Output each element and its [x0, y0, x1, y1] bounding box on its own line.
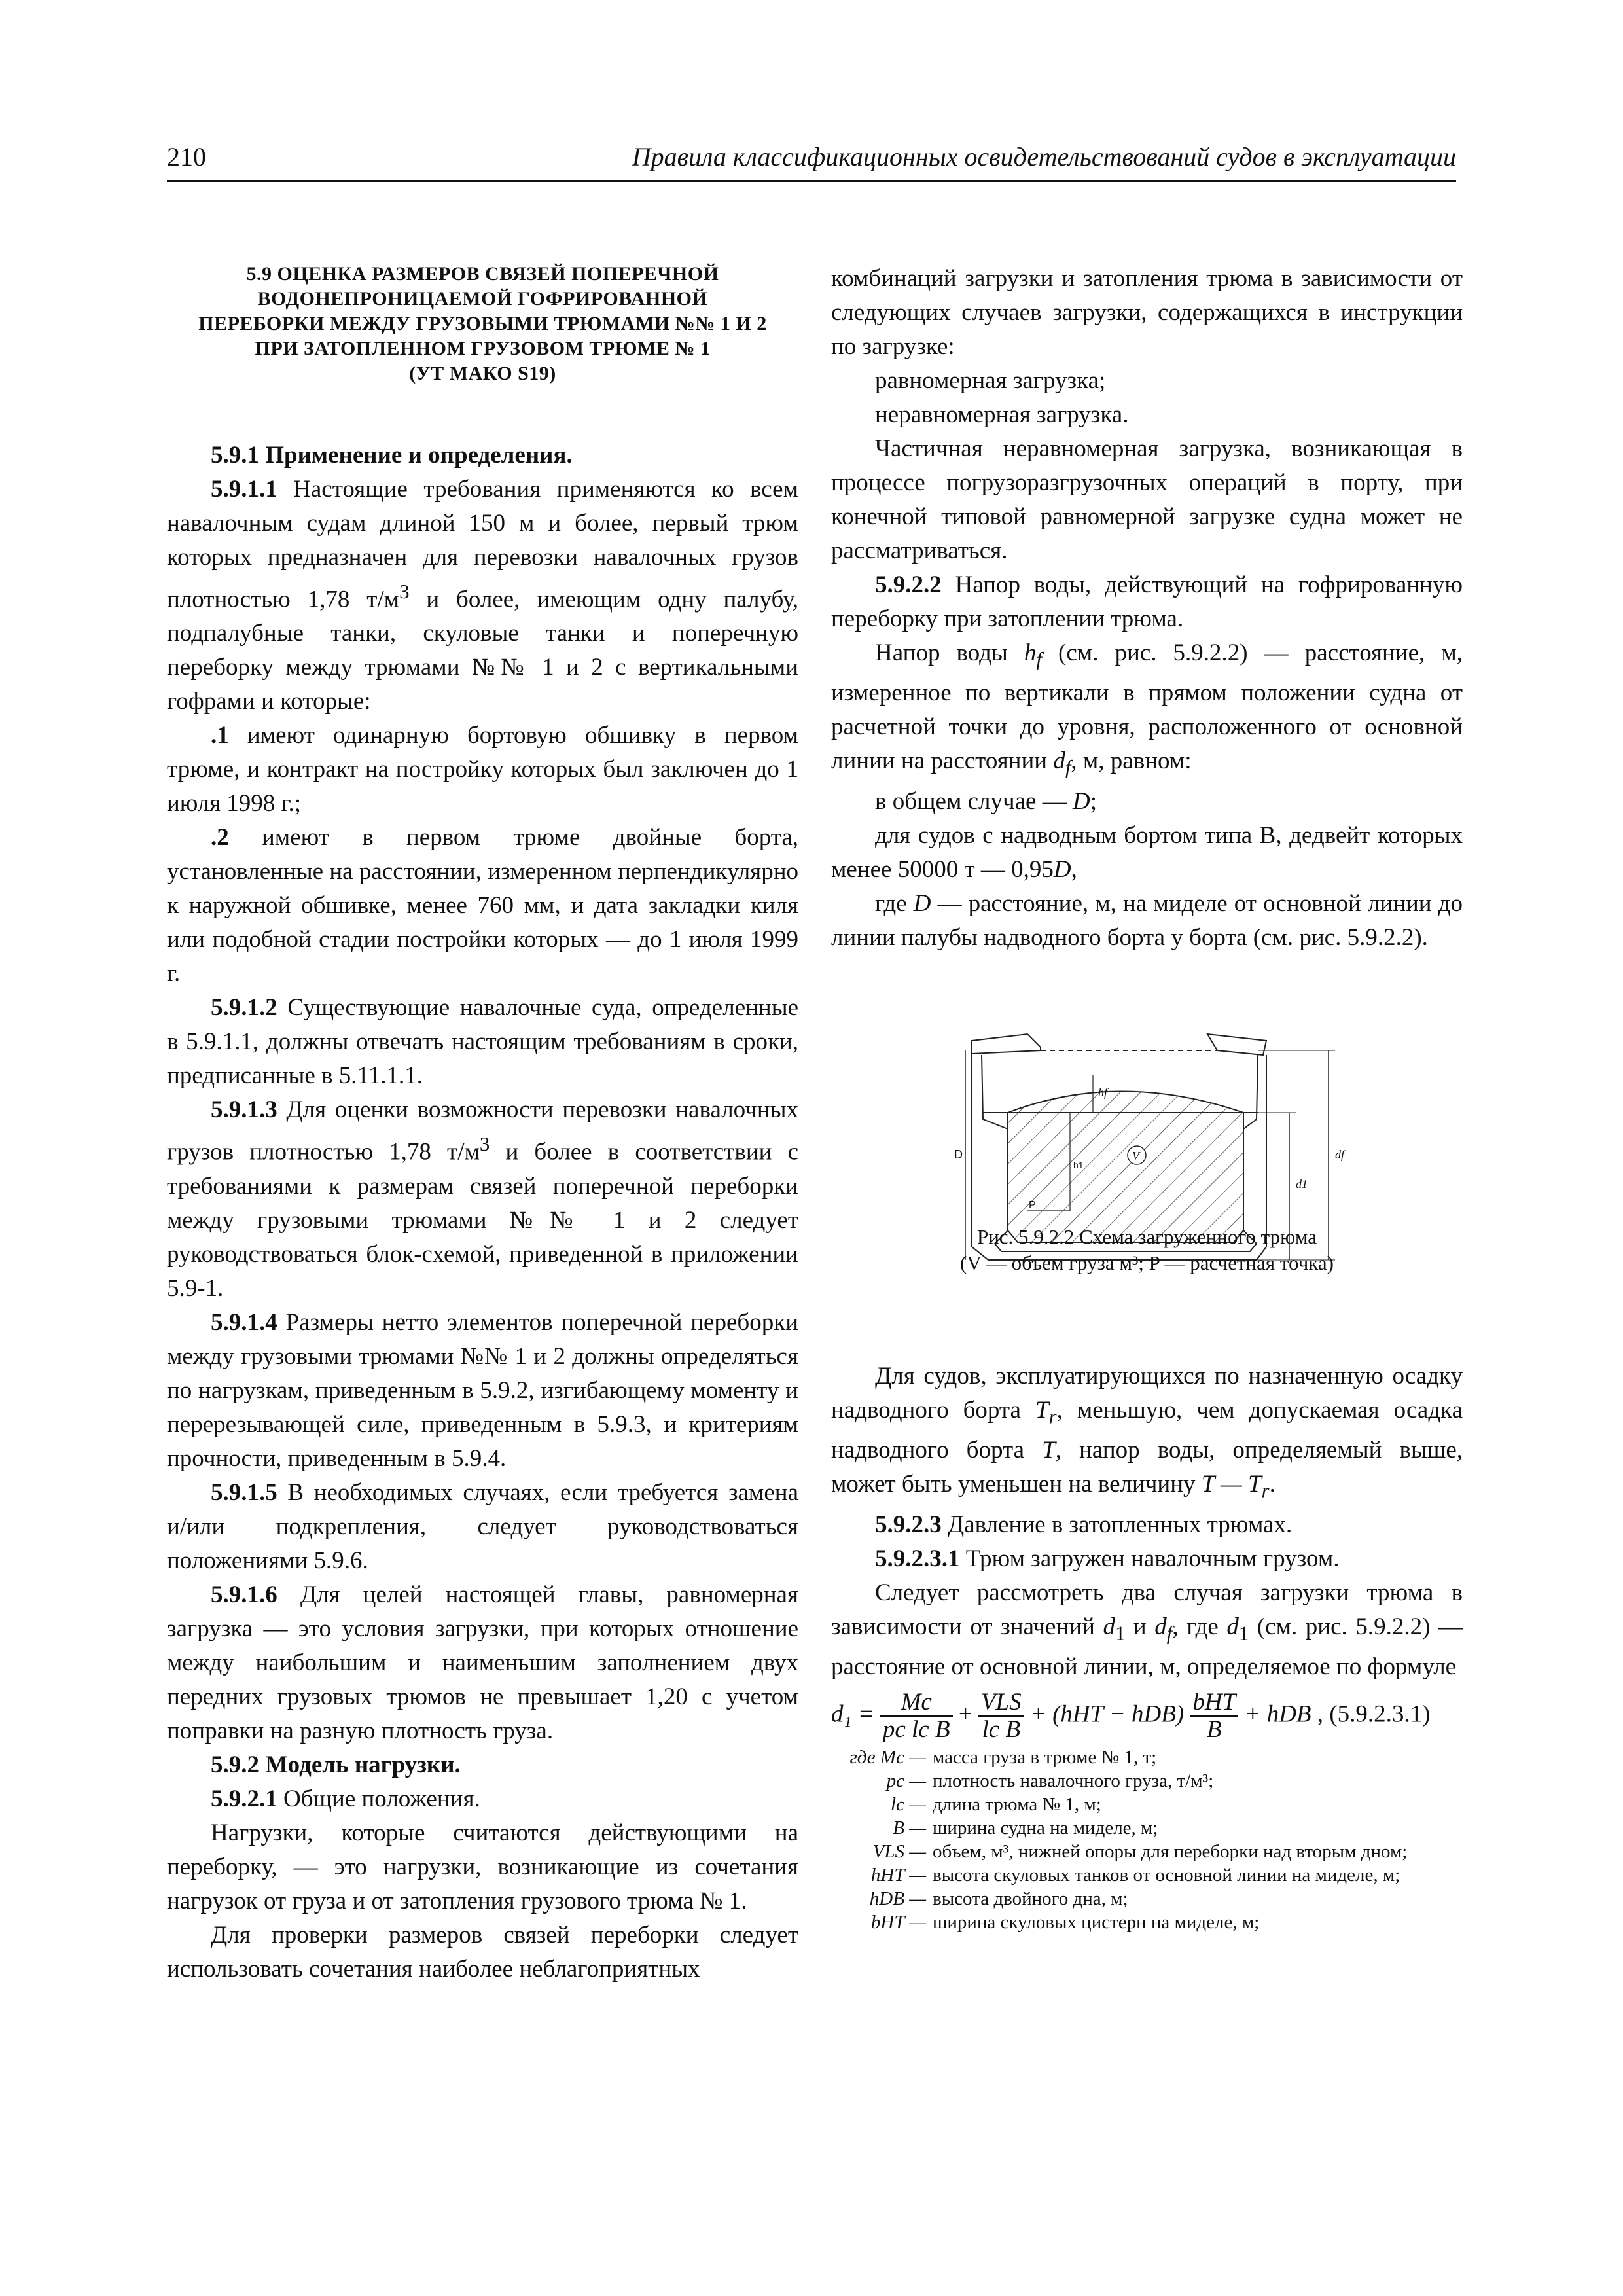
para-5-9-1-4: 5.9.1.4 Размеры нетто элементов поперечной переборки между грузовыми трюмами №№ 1 и 2 должны определяться по нагрузкам, приведенным в 5.9.2, изгибающему моменту и перерезывающей силе, приведенным в 5.9.3, и критериям прочности, приведенным в 5.9.4.	[167, 1308, 798, 1472]
para-partial: Частичная неравномерная загрузка, возникающая в процессе погрузоразгрузочных операций в порту, при конечной типовой равномерной загрузке судна может не рассматриваться.	[831, 435, 1463, 564]
para-5-9-2-3-1: 5.9.2.3.1 Трюм загружен навалочным грузом.	[875, 1545, 1340, 1572]
para-general-case: в общем случае — D;	[875, 787, 1097, 815]
list-uniform: равномерная загрузка;	[875, 367, 1106, 394]
para-water-head: Напор воды $h_f$ (см. рис. 5.9.2.2) — расстояние, м, измеренное по вертикали в прямом положении судна от расчетной точки до уровня, расположенного от основной линии на расстоянии $d_f$, м, равном:	[831, 639, 1463, 779]
para-5-9-1-2: 5.9.1.2 Существующие навалочные суда, определенные в 5.9.1.1, должны отвечать настоящим требованиям в сроки, предписанные в 5.11.1.1.	[167, 994, 798, 1090]
para-5-9-1-6: 5.9.1.6 Для целей настоящей главы, равномерная загрузка — это условия загрузки, при которых отношение между наибольшим и наименьшим заполнением двух передних грузовых трюмов не превышает 1,20 с учетом поправки на разную плотность груза.	[167, 1581, 798, 1744]
formula-lhs: d₁ =	[831, 1700, 874, 1728]
where-item: hDB — высота двойного дна, м;	[869, 1888, 1128, 1909]
label-V: V	[1132, 1149, 1139, 1162]
running-title: Правила классификационных освидетельствований судов в эксплуатации	[632, 142, 1456, 171]
where-item: где Mc — масса груза в трюме № 1, т;	[849, 1746, 1157, 1768]
para-item-1: .1 имеют одинарную бортовую обшивку в первом трюме, и контракт на постройку которых был заключен до 1 июля 1998 г.;	[167, 722, 798, 817]
label-hf: hf	[1098, 1086, 1108, 1099]
section-title	[180, 262, 785, 386]
para-reduced-draft: Для судов, эксплуатирующихся по назначенную осадку надводного борта $T_r$, меньшую, чем допускаемая осадка надводного борта T, напор воды, определяемый выше, может быть уменьшен на величину T — $T_r$.	[831, 1362, 1463, 1502]
para-5-9-2-2: 5.9.2.2 Напор воды, действующий на гофрированную переборку при затоплении трюма.	[831, 571, 1463, 632]
label-P: P	[1029, 1200, 1036, 1211]
list-nonuniform: неравномерная загрузка.	[875, 401, 1129, 428]
where-item: pc — плотность навалочного груза, т/м³;	[886, 1770, 1214, 1791]
left-column	[167, 262, 798, 1986]
label-d1: d1	[1296, 1177, 1308, 1191]
where-item: bHT — ширина скуловых цистерн на миделе, м;	[870, 1911, 1260, 1933]
label-h1: h1	[1073, 1160, 1084, 1170]
para-5-9-1-3: 5.9.1.3 Для оценки возможности перевозки навалочных грузов плотностью 1,78 $т/м^3$ и более в соответствии с требованиями к размерам связей поперечной переборки между грузовыми трюмами №№ 1 и 2 следует руководствоваться блок-схемой, приведенной в приложении 5.9-1.	[167, 1096, 798, 1302]
header-rule	[167, 180, 1456, 182]
section-title-line: ПРИ ЗАТОПЛЕННОМ ГРУЗОВОМ ТРЮМЕ № 1	[255, 338, 711, 359]
para-5-9-2-3: 5.9.2.3 Давление в затопленных трюмах.	[875, 1511, 1293, 1538]
formula-label: , (5.9.2.3.1)	[1317, 1700, 1431, 1728]
para-5-9-1-5: 5.9.1.5 В необходимых случаях, если требуется замена и/или подкрепления, следует руководствоваться положениями 5.9.6.	[167, 1479, 798, 1574]
heading-5-9-1: 5.9.1 Применение и определения.	[211, 442, 573, 469]
label-df: df	[1335, 1148, 1345, 1161]
formula-fraction: $\frac{Mc}{\text{pc lc B}}$	[880, 1689, 953, 1743]
caption-line: (V — объем груза м³; P — расчетная точка)	[960, 1251, 1334, 1274]
label-D: D	[954, 1148, 963, 1161]
formula-fraction: $\frac{\text{bHT}}{B}$	[1190, 1689, 1238, 1743]
formula-fraction: $\frac{\text{VLS}}{\text{lc B}}$	[978, 1689, 1024, 1743]
formula-plus: +	[958, 1700, 972, 1728]
section-title-line: 5.9 ОЦЕНКА РАЗМЕРОВ СВЯЗЕЙ ПОПЕРЕЧНОЙ	[246, 263, 719, 285]
para-two-cases: Следует рассмотреть два случая загрузки трюма в зависимости от значений $d_1$ и $d_f$, где $d_1$ (см. рис. 5.9.2.2) — расстояние от основной линии, м, определяемое по формуле	[831, 1579, 1463, 1680]
figure-caption	[831, 1224, 1463, 1276]
heading-5-9-2: 5.9.2 Модель нагрузки.	[211, 1751, 461, 1778]
where-item: hHT — высота скуловых танков от основной линии на миделе, м;	[870, 1864, 1400, 1886]
para-continued: комбинаций загрузки и затопления трюма в зависимости от следующих случаев загрузки, содержащихся в инструкции по загрузке:	[831, 265, 1463, 360]
formula-term: + hDB	[1244, 1700, 1311, 1728]
where-item: lc — длина трюма № 1, м;	[891, 1793, 1101, 1815]
where-list	[831, 1746, 1463, 1934]
para-type-b: для судов с надводным бортом типа В, дедвейт которых менее 50000 т — 0,95D,	[831, 821, 1463, 883]
para-loads: Нагрузки, которые считаются действующими на переборку, — это нагрузки, возникающие из сочетания нагрузок от груза и от затопления грузового трюма № 1.	[167, 1819, 798, 1914]
hold-outline	[972, 1034, 1266, 1055]
section-title-line: ПЕРЕБОРКИ МЕЖДУ ГРУЗОВЫМИ ТРЮМАМИ №№ 1 И 2	[198, 313, 767, 334]
section-title-line: ВОДОНЕПРОНИЦАЕМОЙ ГОФРИРОВАННОЙ	[257, 288, 708, 310]
where-item: VLS — объем, м³, нижней опоры для переборки над вторым дном;	[872, 1840, 1408, 1862]
para-item-2: .2 имеют в первом трюме двойные борта, установленные на расстоянии, измеренном перпендикулярно к наружной обшивке, менее 760 мм, и дата закладки киля или подобной стадии постройки которых — до 1 июля 1999 г.	[167, 824, 798, 988]
formula-term: + (hHT − hDB)	[1029, 1700, 1185, 1728]
page-number: 210	[167, 142, 206, 171]
para-5-9-2-1: 5.9.2.1 Общие положения.	[211, 1785, 480, 1812]
cargo-region	[1008, 1092, 1243, 1243]
formula-5-9-2-3-1	[831, 1689, 1463, 1743]
para-5-9-1-1: 5.9.1.1 Настоящие требования применяются ко всем навалочным судам длиной 150 м и более, первый трюм которых предназначен для перевозки навалочных грузов плотностью 1,78 $т/м^3$ и более, имеющим одну палубу, подпалубные танки, скуловые танки и поперечную переборку между трюмами №№ 1 и 2 с вертикальными гофрами и которые:	[167, 476, 798, 715]
para-where-d: где D — расстояние, м, на миделе от основной линии до линии палубы надводного борта у борта (см. рис. 5.9.2.2).	[831, 889, 1463, 951]
where-item: B — ширина судна на миделе, м;	[893, 1817, 1158, 1839]
para-check: Для проверки размеров связей переборки следует использовать сочетания наиболее неблагоприятных	[167, 1921, 798, 1982]
section-title-line: (УТ МАКО S19)	[409, 363, 556, 384]
caption-line: Рис. 5.9.2.2 Схема загруженного трюма	[976, 1225, 1317, 1248]
